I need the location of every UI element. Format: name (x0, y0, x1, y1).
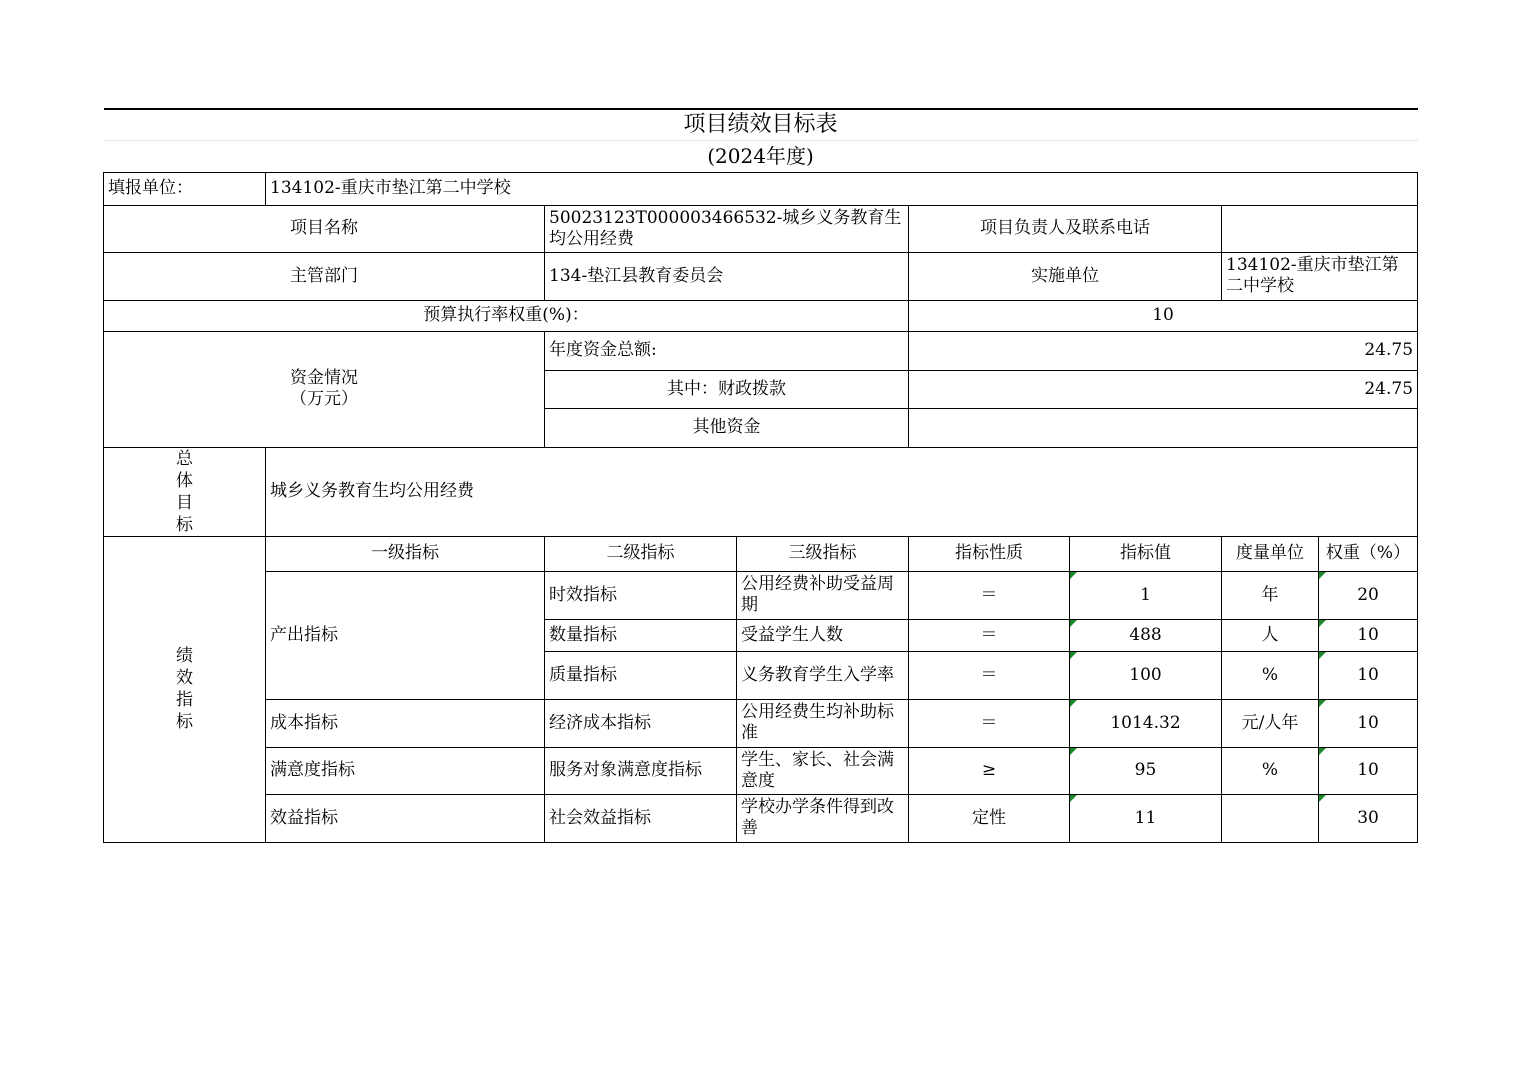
project-name-label: 项目名称 (104, 205, 545, 252)
indicator-unit: 人 (1222, 619, 1319, 651)
indicator-level3: 公用经费生均补助标准 (737, 699, 909, 747)
indicators-label-char: 绩 (176, 646, 193, 666)
performance-target-sheet (103, 108, 1417, 843)
indicator-weight: 10 (1319, 619, 1418, 651)
indicator-nature: 定性 (909, 794, 1070, 842)
indicator-weight: 10 (1319, 651, 1418, 699)
indicator-weight: 10 (1319, 699, 1418, 747)
reporting-unit-value: 134102-重庆市垫江第二中学校 (266, 172, 1418, 205)
indicator-level3: 公用经费补助受益周期 (737, 571, 909, 619)
indicator-unit: 元/人年 (1222, 699, 1319, 747)
indicator-weight: 30 (1319, 794, 1418, 842)
page-subtitle: (2024年度) (104, 140, 1418, 172)
funds-other-label: 其他资金 (545, 408, 909, 447)
supervising-dept-value: 134-垫江县教育委员会 (545, 252, 909, 300)
overall-goal-label-char: 标 (176, 514, 193, 535)
funds-total-label: 年度资金总额: (545, 331, 909, 370)
funds-other-value (909, 408, 1418, 447)
indicator-value: 100 (1070, 651, 1222, 699)
table-row (104, 747, 1418, 794)
header-weight: 权重（%） (1319, 536, 1418, 571)
indicators-label-char: 效 (176, 668, 193, 688)
performance-target-table (103, 108, 1418, 843)
group-benefit: 效益指标 (266, 794, 545, 842)
indicator-level2: 数量指标 (545, 619, 737, 651)
indicator-level3: 受益学生人数 (737, 619, 909, 651)
project-contact-label: 项目负责人及联系电话 (909, 205, 1222, 252)
table-row (104, 571, 1418, 619)
overall-goal-label-char: 体 (176, 470, 193, 491)
indicator-value: 1 (1070, 571, 1222, 619)
indicator-value: 95 (1070, 747, 1222, 794)
budget-weight-value: 10 (909, 300, 1418, 331)
indicator-value: 1014.32 (1070, 699, 1222, 747)
overall-goal-value: 城乡义务教育生均公用经费 (266, 447, 1418, 536)
indicator-weight: 10 (1319, 747, 1418, 794)
indicator-level2: 服务对象满意度指标 (545, 747, 737, 794)
indicators-label (104, 536, 266, 842)
project-contact-value (1222, 205, 1418, 252)
funds-total-value: 24.75 (909, 331, 1418, 370)
indicators-label-char: 指 (176, 690, 193, 710)
indicator-level2: 经济成本指标 (545, 699, 737, 747)
group-cost: 成本指标 (266, 699, 545, 747)
indicator-level3: 义务教育学生入学率 (737, 651, 909, 699)
budget-weight-label: 预算执行率权重(%)： (104, 300, 909, 331)
page-title: 项目绩效目标表 (104, 109, 1418, 140)
indicator-unit: % (1222, 747, 1319, 794)
indicator-level3: 学校办学条件得到改善 (737, 794, 909, 842)
funds-label (104, 331, 545, 447)
indicator-nature: ＝ (909, 619, 1070, 651)
table-row (104, 794, 1418, 842)
funds-label-line2: （万元） (290, 389, 358, 409)
overall-goal-label (104, 447, 266, 536)
indicator-value: 11 (1070, 794, 1222, 842)
group-output: 产出指标 (266, 571, 545, 699)
indicators-label-char: 标 (176, 712, 193, 732)
indicator-value: 488 (1070, 619, 1222, 651)
indicator-nature: ＝ (909, 651, 1070, 699)
overall-goal-label-char: 总 (176, 448, 193, 469)
funds-label-line1: 资金情况 (290, 368, 358, 388)
group-satisfaction: 满意度指标 (266, 747, 545, 794)
indicator-nature: ≥ (909, 747, 1070, 794)
supervising-dept-label: 主管部门 (104, 252, 545, 300)
indicator-nature: ＝ (909, 699, 1070, 747)
header-nature: 指标性质 (909, 536, 1070, 571)
indicator-level2: 时效指标 (545, 571, 737, 619)
indicator-unit: 年 (1222, 571, 1319, 619)
funds-fiscal-label: 其中：财政拨款 (545, 370, 909, 408)
project-name-value: 50023123T000003466532-城乡义务教育生均公用经费 (545, 205, 909, 252)
indicator-level2: 质量指标 (545, 651, 737, 699)
indicator-nature: ＝ (909, 571, 1070, 619)
header-unit: 度量单位 (1222, 536, 1319, 571)
funds-fiscal-value: 24.75 (909, 370, 1418, 408)
implementing-unit-label: 实施单位 (909, 252, 1222, 300)
indicator-weight: 20 (1319, 571, 1418, 619)
header-level2: 二级指标 (545, 536, 737, 571)
implementing-unit-value: 134102-重庆市垫江第二中学校 (1222, 252, 1418, 300)
header-level3: 三级指标 (737, 536, 909, 571)
indicator-unit: % (1222, 651, 1319, 699)
overall-goal-label-char: 目 (176, 492, 193, 513)
header-value: 指标值 (1070, 536, 1222, 571)
reporting-unit-label: 填报单位： (104, 172, 266, 205)
indicator-level2: 社会效益指标 (545, 794, 737, 842)
indicator-level3: 学生、家长、社会满意度 (737, 747, 909, 794)
header-level1: 一级指标 (266, 536, 545, 571)
indicator-unit (1222, 794, 1319, 842)
table-row (104, 699, 1418, 747)
